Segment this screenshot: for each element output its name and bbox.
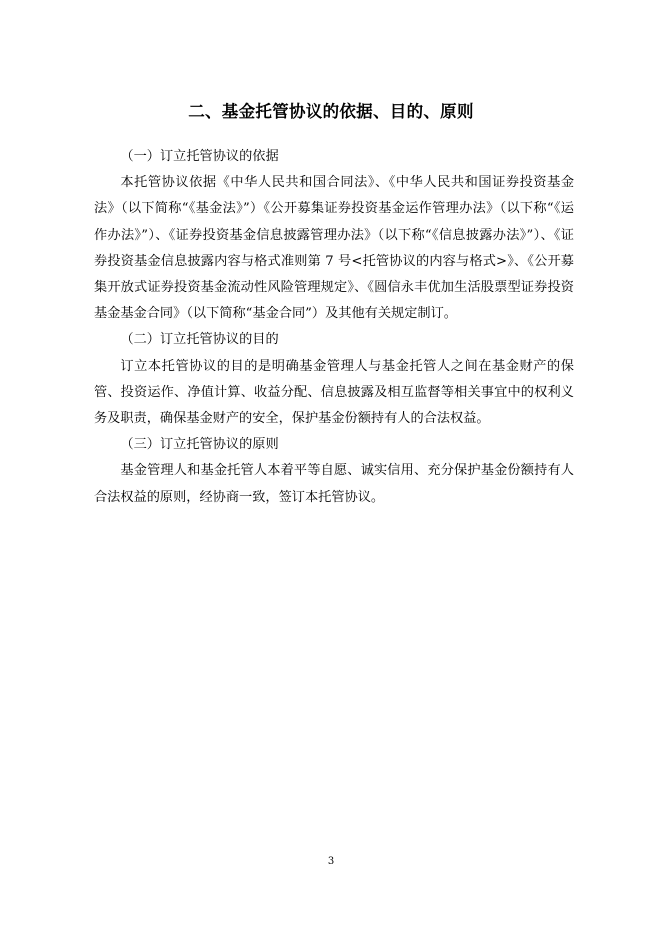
paragraph-principle: 基金管理人和基金托管人本着平等自愿、诚实信用、充分保护基金份额持有人合法权益的原则，经协商一致，签订本托管协议。 xyxy=(94,463,574,505)
paragraph-basis: 本托管协议依据《中华人民共和国合同法》、《中华人民共和国证券投资基金法》（以下简称“《基金法》”）《公开募集证券投资基金运作管理办法》（以下称“《运作办法》”）、《证券投资基金信息披露管理办法》（以下称“《信息披露办法》”）、《证券投资基金信息披露内容与格式准则第 7 号<托管协议的内容与格式>》、《公开募集开放式证券投资基金流动性风险管理规定》、《圆信永丰优加生活股票型证券投资基金基金合同》（以下简称“基金合同”）及其他有关规定制订。 xyxy=(94,175,574,322)
subsection-heading-purpose: （二）订立托管协议的目的 xyxy=(120,332,279,348)
section-title: 二、基金托管协议的依据、目的、原则 xyxy=(188,102,474,121)
subsection-heading-basis: （一）订立托管协议的依据 xyxy=(120,149,279,164)
page-number: 3 xyxy=(327,856,335,867)
section-body xyxy=(94,144,574,511)
subsection-heading-principle: （三）订立托管协议的原则 xyxy=(120,437,279,453)
paragraph-purpose: 订立本托管协议的目的是明确基金管理人与基金托管人之间在基金财产的保管、投资运作、净值计算、收益分配、信息披露及相互监督等相关事宜中的权利义务及职责，确保基金财产的安全，保护基金份额持有人的合法权益。 xyxy=(94,358,574,427)
